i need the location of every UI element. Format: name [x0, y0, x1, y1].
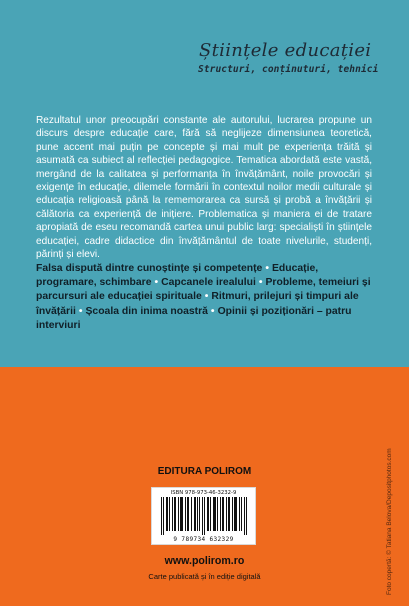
bullet-separator: •: [265, 263, 269, 274]
barcode-digits: 9 789734 632329: [173, 536, 234, 543]
bullet-separator: •: [210, 305, 215, 317]
publisher-website: www.polirom.ro: [164, 555, 245, 567]
contents-list: [36, 262, 372, 333]
bullet-separator: •: [204, 291, 209, 303]
topic-item: Falsa dispută dintre cunoștințe și competențe: [36, 263, 263, 274]
isbn-number: ISBN 978-973-46-3232-9: [170, 490, 237, 496]
bullet-separator: •: [154, 277, 159, 289]
series-subtitle: Structuri, conținuturi, tehnici: [198, 64, 379, 75]
photo-credit-text: Foto copertă: © Tatiana Belova/Depositphotos.com: [386, 448, 393, 595]
publisher-name: EDITURA POLIROM: [157, 466, 252, 477]
bullet-separator: •: [258, 277, 263, 289]
topic-item: Educație, programare, schimbare: [36, 263, 319, 289]
photo-credit: [386, 395, 396, 595]
topic-item: Probleme, temeiuri și parcursuri ale educației spirituale: [36, 277, 371, 303]
bullet-separator: •: [78, 305, 83, 317]
topic-item: Școala din inima noastră: [85, 305, 208, 317]
book-description: Rezultatul unor preocupări constante ale autorului, lucrarea propune un discurs despre educație care, fără să neglijeze dimensiunea teoretică, pune accent mai puțin pe concepte și mai mult pe experiența trăită și asumată ca subiect al reflecției pedagogice. Tematica abordată este vastă, mergând de la calitatea și performanța în învățământ, noile provocări și exigențe în educație, dilemele formării în contextul noilor medii culturale și educația religioasă până la rememorarea ca sursă și probă a învățării și călătoria ca experiență de inițiere. Problematica și maniera ei de tratare apropiată de eseu recomandă cartea unui public larg: specialiști în științele educației, cadre didactice din învățământul de toate nivelurile, studenți, părinți și elevi.: [36, 115, 372, 261]
barcode-icon: [159, 497, 249, 535]
topic-item: Capcanele irealului: [161, 277, 256, 289]
series-title: Științele educației: [199, 40, 372, 61]
digital-edition-note: Carte publicată și în ediție digitală: [148, 572, 261, 581]
topic-item: Opinii și poziționări – patru interviuri: [36, 305, 352, 331]
topic-item: Ritmuri, prilejuri și timpuri ale învățării: [36, 291, 359, 317]
